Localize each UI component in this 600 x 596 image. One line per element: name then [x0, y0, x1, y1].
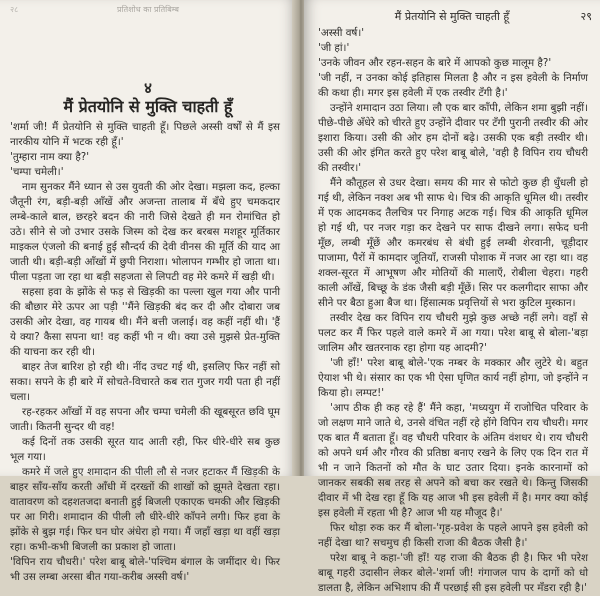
paragraph: 'आप ठीक ही कह रहे हैं' मैंने कहा, 'मध्ययुग में राजोचित परिवार के जो लक्षण माने जाते थे, उनसे वंचित नहीं रहे होंगे विपिन राय चौधरी। मगर एक बात मैं बताता हूँ। वह चौधरी परिवार के अंतिम वंशधर थे। राय चौधरी को अपने धर्म और गौरव की प्रतिष्ठा बनाए रखने के लिए एक दिन रात में भी न जाने कितनों को मौत के घाट उतार दिया। इनके कारनामों को जानकर सबकी सब तरह से अपने को बचा कर रखते थे। किन्तु जिसकी दीवार में भी देख रहा हूँ कि यह आज भी इस हवेली में है। मगर क्या कोई इस हवेली में रहता भी है? आज भी यह मौजूद है।': [318, 402, 588, 519]
paragraph: तस्वीर देख कर विपिन राय चौधरी मुझे कुछ अच्छे नहीं लगे। वहाँ से पलट कर मैं फिर पहले वाले कमरे में आ गया। परेश बाबू से बोला-'बड़ा जालिम और खतरनाक रहा होगा यह आदमी?': [318, 312, 588, 354]
paragraph: 'चम्पा चमेली।': [10, 166, 64, 178]
right-body-text: [318, 26, 588, 594]
paragraph: कमरे में जले हुए शमादान की पीली लौ से नजर हटाकर मैं खिड़की के बाहर साँय-साँय करती आँधी में दरख्तों की शाखों को झूमते देखता रहा। वातावरण को दहशतजदा बनाती हुई बिजली एकाएक चमकी और खिड़की पर आ गिरी। शमादान की पीली लौ धीरे-धीरे काँपने लगी। फिर हवा के झोंके से बुझ गई। फिर घन घोर अंधेरा हो गया। मैं जहाँ खड़ा था वहीं खड़ा रहा। कभी-कभी बिजली का प्रकाश हो जाता।: [10, 466, 280, 553]
paragraph: 'जी हां।': [318, 42, 350, 54]
paragraph: 'जी हाँ!' परेश बाबू बोले-'एक नम्बर के मक्कार और लुटेरे थे। बहुत ऐयाश भी थे। संसार का एक भी ऐसा घृणित कार्य नहीं होगा, जो इन्होंने न किया हो। लम्पट!': [318, 357, 588, 399]
paragraph: 'उनके जीवन और रहन-सहन के बारे में आपको कुछ मालूम है?': [318, 57, 552, 69]
paragraph: उन्होंने शमादान उठा लिया। लौ एक बार काँपी, लेकिन शमा बुझी नहीं। पीछे-पीछे अँधेरे को चीरते हुए उन्होंने दीवार पर टँगी पुरानी तस्वीर की ओर इशारा किया। उसी की ओर हम दोनों बढ़े। उसकी एक बड़ी तस्वीर थी। उसी की ओर इंगित करते हुए परेश बाबू बोले, 'वही है विपिन राय चौधरी की तस्वीर।': [318, 102, 588, 174]
paragraph: मैंने कौतूहल से उधर देखा। समय की मार से फोटो कुछ ही धुँधली हो गई थी, लेकिन नक्श अब भी साफ थे। चित्र की आकृति धूमिल थी। तस्वीर में एक आदमकद तैलचित्र पर निगाह अटक गई। चित्र की आकृति धूमिल हो गई थी, पर नजर गड़ा कर देखने पर साफ दीखने लगा। सफेद घनी मूँछ, लम्बी मूँछें और कमरबंध से बंधी हुई लम्बी शेरवानी, चूड़ीदार पाजामा, पैरों में कामदार जूतियाँ, राजसी पोशाक में नजर आ रहा था। वह शक्ल-सूरत में आभूषण और मोतियों की मालाएँ, रोबीला चेहरा। गहरी काली आँखें, बिच्छू के डंक जैसी बड़ी मूँछें। सिर पर कलगीदार साफा और सीने पर बैठा हुआ बैज था। हिंसात्मक प्रवृत्तियों से भरा कुटिल मुस्कान।: [318, 177, 588, 309]
paragraph: बाहर तेज बारिश हो रही थी। नींद उचट गई थी, इसलिए फिर नहीं सो सका। सपने के ही बारे में सोचते-विचारते कब रात गुजर गयी पता ही नहीं चला।: [10, 361, 280, 403]
paragraph: 'अस्सी वर्ष।': [318, 27, 365, 39]
paragraph: 'जी नहीं, न उनका कोई इतिहास मिलता है और न इस हवेली के निर्माण की कथा ही। मगर इस हवेली में एक तस्वीर टँगी है।': [318, 72, 588, 99]
paragraph: रह-रहकर आँखों में वह सपना और चम्पा चमेली की खूबसूरत छवि घूम जाती। कितनी सुन्दर थी वह!: [10, 406, 280, 433]
paragraph: 'तुम्हारा नाम क्या है?': [10, 151, 90, 163]
paragraph: कई दिनों तक उसकी सूरत याद आती रही, फिर धीरे-धीरे सब कुछ भूल गया।: [10, 436, 280, 463]
right-page: [304, 0, 600, 594]
left-body-text: [10, 120, 280, 583]
chapter-title: मैं प्रेतयोनि से मुक्ति चाहती हूँ: [63, 97, 233, 116]
chapter-number: ४: [144, 79, 152, 97]
right-page-number: २९: [580, 10, 592, 23]
paragraph: 'शर्मा जी! मैं प्रेतयोनि से मुक्ति चाहती हूँ। पिछले अस्सी वर्षों से मैं इस नारकीय योनि में भटक रही हूँ।': [10, 121, 280, 148]
left-running-head-title: प्रतिशोध का प्रतिबिम्ब: [117, 5, 179, 14]
paragraph: परेश बाबू ने कहा-'जी हाँ! यह राजा की बैठक ही है। फिर भी परेश बाबू गहरी उदासीन लेकर बोले-'शर्मा जी! गंगाजल पाप के दागों को धो डालता है, लेकिन अभिशाप की मैं परछाई सी इस हवेली पर मँडरा रही है।': [318, 552, 588, 594]
paragraph: फिर थोड़ा रुक कर मैं बोला-'गृह-प्रवेश के पहले आपने इस हवेली को नहीं देखा था? सचमुच ही किसी राजा की बैठक जैसी है।': [318, 522, 588, 549]
paragraph: नाम सुनकर मैंने ध्यान से उस युवती की ओर देखा। मझला कद, हल्का जैतूनी रंग, बड़ी-बड़ी आँखें और अजन्ता तालाब में बँधे हुए चमकदार लम्बे-काले बाल, छरहरे बदन की नारी जिसे देखते ही मन रोमांचित हो उठे। सीने से जो उभार उसके जिस्म को देख कर बरबस मशहूर मूर्तिकार माइकल एंजलो की बनाई हुई सौन्दर्य की देवी वीनस की मूर्ति की याद आ जाती थी। बड़ी-बड़ी आँखों में छुपी निराशा। भोलापन गम्भीर हो जाता था। पीला पड़ता जा रहा था बड़ी सहजता से लिपटी वह मेरे कमरे में खड़ी थी।: [10, 181, 280, 283]
left-page-number: २८: [10, 5, 19, 14]
left-page: [0, 0, 296, 583]
right-running-head-title: मैं प्रेतयोनि से मुक्ति चाहती हूँ: [394, 10, 510, 23]
paragraph: सहसा हवा के झोंके से फड़ से खिड़की का पल्ला खुल गया और पानी की बौछार मेरे ऊपर आ पड़ी ''मैंने खिड़की बंद कर दी और दोबारा जब उसकी ओर देखा, वह गायब थी। मैंने बत्ती जलाई। वह कहीं नहीं थी। 'हैं ये क्या? कैसा सपना था! वह कहीं भी न थी। क्या उसे मुझसे प्रेत-मुक्ति की याचना कर रही थी।: [10, 286, 280, 358]
paragraph: 'विपिन राय चौधरी।' परेश बाबू बोले-'पश्चिम बंगाल के जमींदार थे। फिर भी उस लम्बा अरसा बीत गया-करीब अस्सी वर्ष।': [10, 556, 280, 583]
